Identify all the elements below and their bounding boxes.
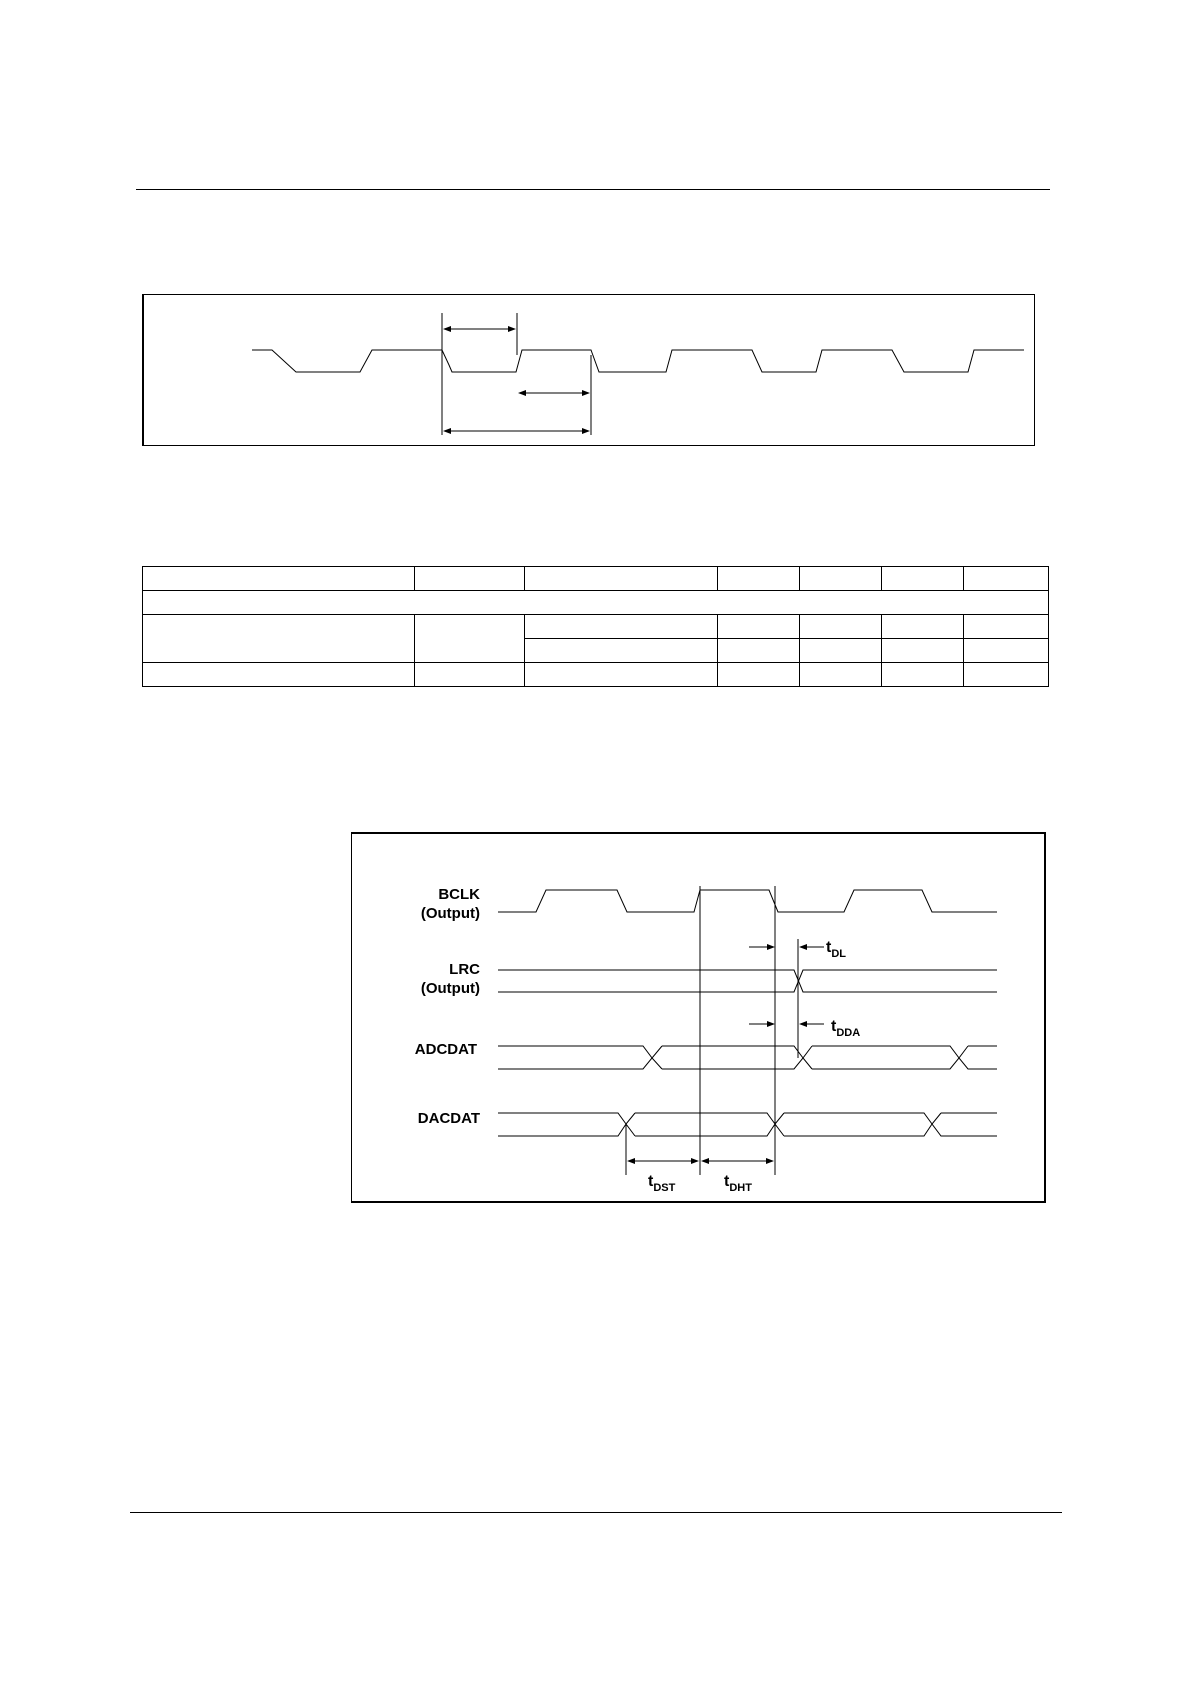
bclk-output-label: (Output) [420, 905, 480, 922]
clock-waveform [252, 350, 1024, 372]
table-cell [718, 663, 800, 687]
adcdat-waveform [498, 1046, 997, 1069]
table-cell [882, 639, 964, 663]
table-row [143, 663, 1049, 687]
table-cell [964, 615, 1049, 639]
cycle-time-dimension [443, 428, 590, 434]
tdst-label: $t_{DST}$ [648, 1173, 676, 1194]
lrc-waveform [498, 970, 997, 992]
table-cell [800, 615, 882, 639]
table-cell [882, 615, 964, 639]
table-header-row [143, 567, 1049, 591]
dacdat-waveform [498, 1113, 997, 1136]
table-cell [800, 663, 882, 687]
table-cell [964, 567, 1049, 591]
lrc-output-label: (Output) [420, 980, 480, 997]
tdht-dimension [701, 1158, 774, 1164]
high-time-dimension [443, 326, 516, 332]
tdl-label: $t_{DL}$ [826, 939, 846, 960]
adcdat-label: ADCDAT [414, 1041, 477, 1058]
tdda-arrows [749, 1021, 824, 1027]
table-cell [800, 639, 882, 663]
clock-timing-diagram [142, 294, 1035, 446]
tdda-label: $t_{DDA}$ [831, 1018, 861, 1039]
table-cell [143, 567, 415, 591]
table-cell [143, 615, 415, 663]
table-cell [415, 615, 525, 663]
footer-rule [130, 1512, 1062, 1513]
table-cell [143, 591, 1049, 615]
table-cell [525, 639, 718, 663]
table-cell [718, 567, 800, 591]
table-row [143, 615, 1049, 639]
table-cell [525, 567, 718, 591]
clock-timing-svg [144, 295, 1037, 447]
table-cell [964, 663, 1049, 687]
table-cell [964, 639, 1049, 663]
interface-timing-svg [352, 834, 1047, 1205]
table-cell [415, 567, 525, 591]
table-cell [718, 639, 800, 663]
table-cell [143, 663, 415, 687]
table-cell [415, 663, 525, 687]
table-section-row [143, 591, 1049, 615]
bclk-waveform [498, 890, 997, 912]
tdl-arrows [749, 944, 824, 950]
timing-spec-table [142, 566, 1049, 687]
table-cell [718, 615, 800, 639]
tdht-label: $t_{DHT}$ [724, 1173, 752, 1194]
header-rule [136, 189, 1050, 190]
table-cell [525, 663, 718, 687]
low-time-dimension [518, 390, 590, 396]
table-cell [882, 663, 964, 687]
dacdat-label: DACDAT [417, 1110, 480, 1127]
audio-interface-timing-diagram [351, 832, 1046, 1203]
lrc-label: LRC [449, 961, 480, 978]
table-cell [525, 615, 718, 639]
tdst-dimension [627, 1158, 699, 1164]
bclk-label: BCLK [438, 886, 480, 903]
table-cell [800, 567, 882, 591]
table-cell [882, 567, 964, 591]
